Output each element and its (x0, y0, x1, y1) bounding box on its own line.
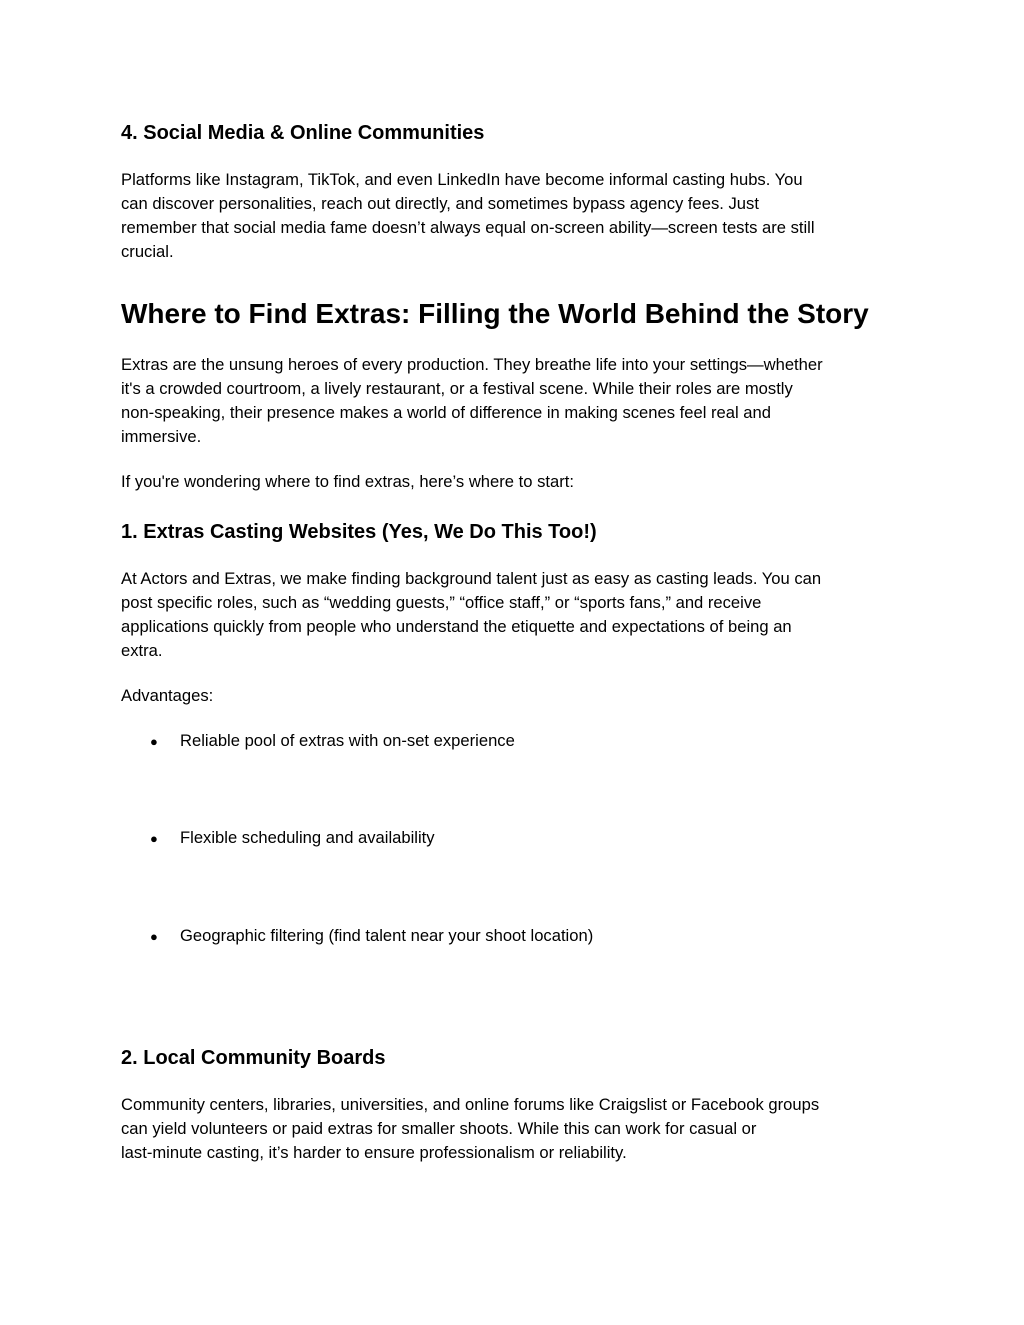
paragraph-line: crucial. (121, 242, 174, 261)
paragraph-extras-intro (121, 353, 823, 449)
paragraph-social-media (121, 168, 815, 264)
paragraph-line: At Actors and Extras, we make finding background talent just as easy as casting leads. You can (121, 569, 822, 588)
paragraph-extras-websites (121, 567, 821, 663)
list-item-text: Reliable pool of extras with on-set experience (180, 731, 515, 750)
heading-where-to-find-extras: Where to Find Extras: Filling the World Behind the Story (121, 298, 869, 329)
list-item (150, 826, 435, 851)
bullet-icon: ● (150, 831, 158, 846)
paragraph-line: extra. (121, 641, 163, 660)
heading-extras-casting-websites: 1. Extras Casting Websites (Yes, We Do This Too!) (121, 521, 597, 543)
paragraph-lead-in: If you're wondering where to find extras, here’s where to start: (121, 472, 574, 491)
paragraph-line: Platforms like Instagram, TikTok, and even LinkedIn have become informal casting hubs. You (121, 170, 803, 189)
paragraph-line: applications quickly from people who understand the etiquette and expectations of being an (121, 617, 792, 636)
list-item-text: Geographic filtering (find talent near your shoot location) (180, 926, 594, 945)
paragraph-line: Community centers, libraries, universities, and online forums like Craigslist or Facebook groups (121, 1095, 820, 1114)
bullet-icon: ● (150, 734, 158, 749)
advantages-label: Advantages: (121, 686, 214, 705)
paragraph-line: post specific roles, such as “wedding guests,” “office staff,” or “sports fans,” and receive (121, 593, 762, 612)
paragraph-line: last-minute casting, it’s harder to ensure professionalism or reliability. (121, 1143, 627, 1162)
list-item (150, 924, 593, 949)
list-item-text: Flexible scheduling and availability (180, 828, 435, 847)
bullet-icon: ● (150, 929, 158, 944)
paragraph-line: can discover personalities, reach out directly, and sometimes bypass agency fees. Just (121, 194, 759, 213)
heading-local-community-boards: 2. Local Community Boards (121, 1047, 386, 1069)
list-item (150, 729, 515, 754)
paragraph-community-boards (121, 1093, 819, 1165)
paragraph-line: non-speaking, their presence makes a world of difference in making scenes feel real and (121, 403, 771, 422)
paragraph-line: immersive. (121, 427, 202, 446)
heading-social-media: 4. Social Media & Online Communities (121, 122, 485, 144)
paragraph-line: remember that social media fame doesn’t always equal on-screen ability—screen tests are still (121, 218, 815, 237)
paragraph-line: it's a crowded courtroom, a lively restaurant, or a festival scene. While their roles are mostly (121, 379, 793, 398)
paragraph-line: can yield volunteers or paid extras for smaller shoots. While this can work for casual or (121, 1119, 757, 1138)
paragraph-line: Extras are the unsung heroes of every production. They breathe life into your settings—whether (121, 355, 823, 374)
